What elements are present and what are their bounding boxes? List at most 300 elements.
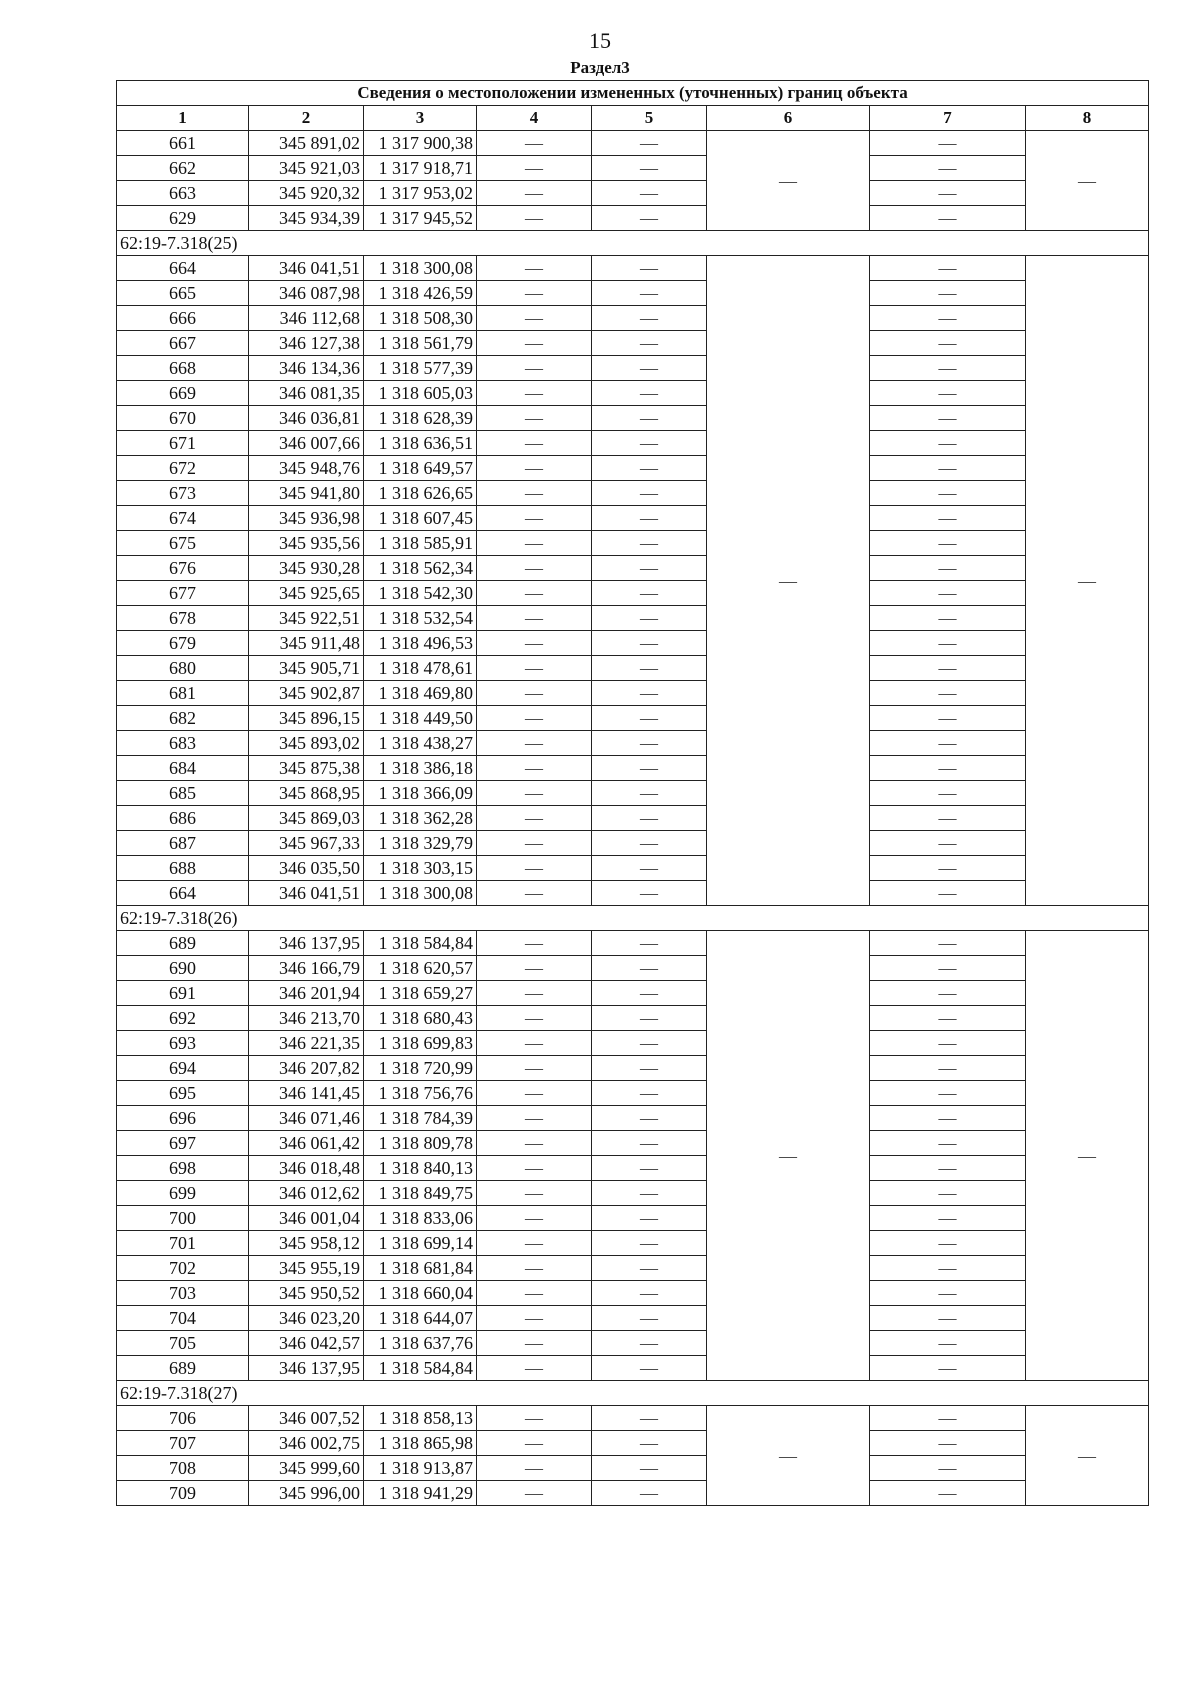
empty-dash-cell: —	[477, 1231, 592, 1256]
coord-x: 345 896,15	[249, 706, 364, 731]
coord-y: 1 317 953,02	[364, 181, 477, 206]
empty-dash-cell: —	[870, 831, 1026, 856]
empty-dash-cell: —	[592, 331, 707, 356]
empty-dash-cell: —	[592, 1431, 707, 1456]
coordinates-table	[116, 80, 1149, 1506]
table-row	[117, 1331, 1149, 1356]
empty-dash-cell: —	[592, 956, 707, 981]
coord-x: 345 948,76	[249, 456, 364, 481]
coord-y: 1 318 584,84	[364, 931, 477, 956]
empty-dash-cell: —	[592, 1306, 707, 1331]
coord-x: 346 134,36	[249, 356, 364, 381]
coord-x: 345 905,71	[249, 656, 364, 681]
coord-y: 1 318 833,06	[364, 1206, 477, 1231]
coord-y: 1 318 542,30	[364, 581, 477, 606]
coord-x: 345 893,02	[249, 731, 364, 756]
empty-dash-cell: —	[592, 731, 707, 756]
empty-dash-cell: —	[477, 756, 592, 781]
coord-x: 345 921,03	[249, 156, 364, 181]
table-row	[117, 1006, 1149, 1031]
table-row	[117, 1406, 1149, 1431]
empty-dash-cell: —	[477, 831, 592, 856]
empty-dash-cell: —	[870, 1056, 1026, 1081]
point-number: 676	[117, 556, 249, 581]
empty-dash-cell: —	[477, 131, 592, 156]
coord-x: 345 999,60	[249, 1456, 364, 1481]
empty-dash-cell: —	[477, 1406, 592, 1431]
empty-dash-cell: —	[477, 681, 592, 706]
point-number: 672	[117, 456, 249, 481]
table-row	[117, 656, 1149, 681]
point-number: 706	[117, 1406, 249, 1431]
empty-dash-cell: —	[477, 381, 592, 406]
coord-y: 1 318 809,78	[364, 1131, 477, 1156]
table-row	[117, 481, 1149, 506]
coord-y: 1 318 607,45	[364, 506, 477, 531]
point-number: 681	[117, 681, 249, 706]
coord-y: 1 318 362,28	[364, 806, 477, 831]
coord-y: 1 318 469,80	[364, 681, 477, 706]
empty-dash-cell: —	[477, 156, 592, 181]
empty-dash-cell: —	[870, 381, 1026, 406]
coord-y: 1 318 660,04	[364, 1281, 477, 1306]
merged-dash-cell: —	[707, 131, 870, 231]
table-row	[117, 781, 1149, 806]
empty-dash-cell: —	[477, 981, 592, 1006]
point-number: 703	[117, 1281, 249, 1306]
coord-x: 345 958,12	[249, 1231, 364, 1256]
coord-y: 1 317 900,38	[364, 131, 477, 156]
empty-dash-cell: —	[477, 931, 592, 956]
empty-dash-cell: —	[477, 1481, 592, 1506]
table-row	[117, 1081, 1149, 1106]
point-number: 684	[117, 756, 249, 781]
coord-x: 346 007,52	[249, 1406, 364, 1431]
coord-y: 1 318 508,30	[364, 306, 477, 331]
empty-dash-cell: —	[870, 431, 1026, 456]
empty-dash-cell: —	[477, 331, 592, 356]
coord-x: 345 911,48	[249, 631, 364, 656]
table-row	[117, 931, 1149, 956]
table-row	[117, 831, 1149, 856]
empty-dash-cell: —	[870, 1356, 1026, 1381]
empty-dash-cell: —	[477, 1006, 592, 1031]
empty-dash-cell: —	[592, 1131, 707, 1156]
cadastral-group-label: 62:19-7.318(25)	[117, 231, 1149, 256]
empty-dash-cell: —	[477, 431, 592, 456]
empty-dash-cell: —	[477, 881, 592, 906]
coord-y: 1 318 386,18	[364, 756, 477, 781]
empty-dash-cell: —	[592, 381, 707, 406]
empty-dash-cell: —	[870, 1031, 1026, 1056]
cadastral-group-label: 62:19-7.318(26)	[117, 906, 1149, 931]
empty-dash-cell: —	[870, 531, 1026, 556]
empty-dash-cell: —	[477, 856, 592, 881]
empty-dash-cell: —	[592, 1456, 707, 1481]
table-row	[117, 306, 1149, 331]
merged-dash-cell: —	[707, 256, 870, 906]
table-row	[117, 456, 1149, 481]
empty-dash-cell: —	[870, 1331, 1026, 1356]
coord-y: 1 318 478,61	[364, 656, 477, 681]
empty-dash-cell: —	[870, 181, 1026, 206]
empty-dash-cell: —	[477, 1306, 592, 1331]
empty-dash-cell: —	[870, 481, 1026, 506]
column-header: 1	[117, 106, 249, 131]
point-number: 689	[117, 1356, 249, 1381]
coord-y: 1 318 649,57	[364, 456, 477, 481]
empty-dash-cell: —	[592, 781, 707, 806]
empty-dash-cell: —	[592, 681, 707, 706]
empty-dash-cell: —	[592, 1181, 707, 1206]
table-row	[117, 1456, 1149, 1481]
empty-dash-cell: —	[870, 256, 1026, 281]
empty-dash-cell: —	[592, 156, 707, 181]
empty-dash-cell: —	[477, 806, 592, 831]
empty-dash-cell: —	[592, 531, 707, 556]
table-row	[117, 431, 1149, 456]
empty-dash-cell: —	[870, 1231, 1026, 1256]
empty-dash-cell: —	[477, 281, 592, 306]
table-row	[117, 806, 1149, 831]
empty-dash-cell: —	[592, 831, 707, 856]
table-row	[117, 981, 1149, 1006]
merged-dash-cell: —	[1026, 131, 1149, 231]
empty-dash-cell: —	[592, 856, 707, 881]
empty-dash-cell: —	[592, 431, 707, 456]
coord-y: 1 318 329,79	[364, 831, 477, 856]
coord-x: 345 936,98	[249, 506, 364, 531]
coord-y: 1 318 300,08	[364, 881, 477, 906]
coord-x: 346 035,50	[249, 856, 364, 881]
empty-dash-cell: —	[477, 1356, 592, 1381]
coord-y: 1 318 496,53	[364, 631, 477, 656]
empty-dash-cell: —	[870, 506, 1026, 531]
point-number: 675	[117, 531, 249, 556]
table-row	[117, 881, 1149, 906]
coord-y: 1 318 659,27	[364, 981, 477, 1006]
point-number: 683	[117, 731, 249, 756]
empty-dash-cell: —	[870, 156, 1026, 181]
empty-dash-cell: —	[477, 1156, 592, 1181]
coord-x: 346 007,66	[249, 431, 364, 456]
point-number: 677	[117, 581, 249, 606]
empty-dash-cell: —	[870, 131, 1026, 156]
empty-dash-cell: —	[870, 1281, 1026, 1306]
empty-dash-cell: —	[592, 1056, 707, 1081]
empty-dash-cell: —	[870, 1181, 1026, 1206]
column-header: 7	[870, 106, 1026, 131]
point-number: 685	[117, 781, 249, 806]
empty-dash-cell: —	[592, 1406, 707, 1431]
coord-y: 1 318 626,65	[364, 481, 477, 506]
table-row	[117, 331, 1149, 356]
point-number: 629	[117, 206, 249, 231]
point-number: 694	[117, 1056, 249, 1081]
coord-x: 345 891,02	[249, 131, 364, 156]
coord-y: 1 318 532,54	[364, 606, 477, 631]
empty-dash-cell: —	[477, 581, 592, 606]
point-number: 705	[117, 1331, 249, 1356]
empty-dash-cell: —	[592, 606, 707, 631]
coord-x: 346 023,20	[249, 1306, 364, 1331]
point-number: 669	[117, 381, 249, 406]
coord-y: 1 318 681,84	[364, 1256, 477, 1281]
table-row	[117, 406, 1149, 431]
section-title: Раздел3	[570, 58, 630, 77]
coord-x: 346 213,70	[249, 1006, 364, 1031]
coord-x: 345 902,87	[249, 681, 364, 706]
empty-dash-cell: —	[477, 456, 592, 481]
coord-y: 1 318 577,39	[364, 356, 477, 381]
point-number: 686	[117, 806, 249, 831]
point-number: 668	[117, 356, 249, 381]
table-row	[117, 131, 1149, 156]
empty-dash-cell: —	[870, 1456, 1026, 1481]
point-number: 673	[117, 481, 249, 506]
empty-dash-cell: —	[592, 706, 707, 731]
point-number: 680	[117, 656, 249, 681]
empty-dash-cell: —	[870, 1306, 1026, 1331]
table-row	[117, 1431, 1149, 1456]
empty-dash-cell: —	[477, 406, 592, 431]
empty-dash-cell: —	[592, 1356, 707, 1381]
empty-dash-cell: —	[870, 206, 1026, 231]
point-number: 692	[117, 1006, 249, 1031]
coord-x: 346 041,51	[249, 256, 364, 281]
empty-dash-cell: —	[592, 481, 707, 506]
merged-dash-cell: —	[1026, 256, 1149, 906]
empty-dash-cell: —	[870, 881, 1026, 906]
empty-dash-cell: —	[477, 781, 592, 806]
empty-dash-cell: —	[592, 1281, 707, 1306]
table-row	[117, 1256, 1149, 1281]
empty-dash-cell: —	[477, 1431, 592, 1456]
coord-y: 1 318 584,84	[364, 1356, 477, 1381]
empty-dash-cell: —	[592, 1256, 707, 1281]
empty-dash-cell: —	[477, 1106, 592, 1131]
table-row	[117, 731, 1149, 756]
coord-x: 345 930,28	[249, 556, 364, 581]
empty-dash-cell: —	[592, 556, 707, 581]
point-number: 689	[117, 931, 249, 956]
empty-dash-cell: —	[477, 506, 592, 531]
empty-dash-cell: —	[592, 1231, 707, 1256]
empty-dash-cell: —	[870, 1431, 1026, 1456]
empty-dash-cell: —	[592, 131, 707, 156]
empty-dash-cell: —	[477, 706, 592, 731]
table-header-row	[117, 106, 1149, 131]
empty-dash-cell: —	[477, 306, 592, 331]
empty-dash-cell: —	[870, 556, 1026, 581]
point-number: 701	[117, 1231, 249, 1256]
table-row	[117, 1031, 1149, 1056]
table-row	[117, 156, 1149, 181]
empty-dash-cell: —	[592, 456, 707, 481]
empty-dash-cell: —	[592, 1006, 707, 1031]
column-header: 8	[1026, 106, 1149, 131]
cadastral-group-label: 62:19-7.318(27)	[117, 1381, 1149, 1406]
empty-dash-cell: —	[592, 1206, 707, 1231]
empty-dash-cell: —	[870, 656, 1026, 681]
table-row	[117, 856, 1149, 881]
column-header: 2	[249, 106, 364, 131]
empty-dash-cell: —	[592, 1081, 707, 1106]
coord-x: 345 875,38	[249, 756, 364, 781]
empty-dash-cell: —	[477, 606, 592, 631]
group-label-row	[117, 1381, 1149, 1406]
empty-dash-cell: —	[870, 806, 1026, 831]
point-number: 666	[117, 306, 249, 331]
table-row	[117, 606, 1149, 631]
coord-x: 346 081,35	[249, 381, 364, 406]
table-row	[117, 681, 1149, 706]
table-row	[117, 1356, 1149, 1381]
column-header: 6	[707, 106, 870, 131]
column-header: 5	[592, 106, 707, 131]
merged-dash-cell: —	[707, 931, 870, 1381]
table-row	[117, 1231, 1149, 1256]
coord-y: 1 318 300,08	[364, 256, 477, 281]
coord-x: 346 207,82	[249, 1056, 364, 1081]
empty-dash-cell: —	[870, 306, 1026, 331]
empty-dash-cell: —	[477, 181, 592, 206]
empty-dash-cell: —	[477, 956, 592, 981]
empty-dash-cell: —	[592, 656, 707, 681]
coord-y: 1 318 913,87	[364, 1456, 477, 1481]
point-number: 670	[117, 406, 249, 431]
empty-dash-cell: —	[477, 1331, 592, 1356]
empty-dash-cell: —	[870, 631, 1026, 656]
empty-dash-cell: —	[870, 731, 1026, 756]
column-header: 3	[364, 106, 477, 131]
table-row	[117, 181, 1149, 206]
coord-y: 1 318 303,15	[364, 856, 477, 881]
empty-dash-cell: —	[592, 256, 707, 281]
empty-dash-cell: —	[870, 1156, 1026, 1181]
point-number: 702	[117, 1256, 249, 1281]
coord-y: 1 318 865,98	[364, 1431, 477, 1456]
table-row	[117, 631, 1149, 656]
point-number: 661	[117, 131, 249, 156]
merged-dash-cell: —	[707, 1406, 870, 1506]
table-row	[117, 706, 1149, 731]
group-label-row	[117, 906, 1149, 931]
point-number: 699	[117, 1181, 249, 1206]
table-row	[117, 1131, 1149, 1156]
empty-dash-cell: —	[592, 406, 707, 431]
coord-y: 1 318 585,91	[364, 531, 477, 556]
point-number: 678	[117, 606, 249, 631]
empty-dash-cell: —	[592, 1031, 707, 1056]
empty-dash-cell: —	[870, 781, 1026, 806]
empty-dash-cell: —	[477, 1181, 592, 1206]
coord-x: 346 012,62	[249, 1181, 364, 1206]
coord-y: 1 318 628,39	[364, 406, 477, 431]
coord-y: 1 318 756,76	[364, 1081, 477, 1106]
point-number: 708	[117, 1456, 249, 1481]
table-row	[117, 756, 1149, 781]
empty-dash-cell: —	[592, 1331, 707, 1356]
coord-y: 1 318 784,39	[364, 1106, 477, 1131]
coord-x: 345 996,00	[249, 1481, 364, 1506]
point-number: 691	[117, 981, 249, 1006]
coord-x: 346 166,79	[249, 956, 364, 981]
table-row	[117, 506, 1149, 531]
point-number: 671	[117, 431, 249, 456]
empty-dash-cell: —	[477, 1456, 592, 1481]
coord-y: 1 318 644,07	[364, 1306, 477, 1331]
point-number: 698	[117, 1156, 249, 1181]
coord-y: 1 317 945,52	[364, 206, 477, 231]
coord-y: 1 318 720,99	[364, 1056, 477, 1081]
table-row	[117, 1306, 1149, 1331]
point-number: 687	[117, 831, 249, 856]
table-row	[117, 1206, 1149, 1231]
coord-x: 346 042,57	[249, 1331, 364, 1356]
coord-y: 1 318 605,03	[364, 381, 477, 406]
coord-x: 346 002,75	[249, 1431, 364, 1456]
table-row	[117, 956, 1149, 981]
table-row	[117, 381, 1149, 406]
coord-x: 345 922,51	[249, 606, 364, 631]
table-row	[117, 256, 1149, 281]
point-number: 665	[117, 281, 249, 306]
empty-dash-cell: —	[870, 681, 1026, 706]
coord-x: 345 955,19	[249, 1256, 364, 1281]
merged-dash-cell: —	[1026, 931, 1149, 1381]
coord-x: 345 925,65	[249, 581, 364, 606]
empty-dash-cell: —	[477, 631, 592, 656]
point-number: 709	[117, 1481, 249, 1506]
point-number: 707	[117, 1431, 249, 1456]
point-number: 662	[117, 156, 249, 181]
coord-x: 346 221,35	[249, 1031, 364, 1056]
coord-x: 346 127,38	[249, 331, 364, 356]
empty-dash-cell: —	[592, 206, 707, 231]
coord-y: 1 318 562,34	[364, 556, 477, 581]
empty-dash-cell: —	[477, 206, 592, 231]
empty-dash-cell: —	[870, 1106, 1026, 1131]
coord-y: 1 318 620,57	[364, 956, 477, 981]
coord-y: 1 318 438,27	[364, 731, 477, 756]
coord-y: 1 318 637,76	[364, 1331, 477, 1356]
coord-x: 346 071,46	[249, 1106, 364, 1131]
coord-x: 345 950,52	[249, 1281, 364, 1306]
empty-dash-cell: —	[592, 356, 707, 381]
empty-dash-cell: —	[592, 756, 707, 781]
coord-x: 345 935,56	[249, 531, 364, 556]
coord-y: 1 318 449,50	[364, 706, 477, 731]
table-row	[117, 1181, 1149, 1206]
empty-dash-cell: —	[592, 1156, 707, 1181]
empty-dash-cell: —	[477, 1081, 592, 1106]
coord-x: 346 001,04	[249, 1206, 364, 1231]
coord-x: 346 061,42	[249, 1131, 364, 1156]
point-number: 697	[117, 1131, 249, 1156]
coord-x: 345 869,03	[249, 806, 364, 831]
table-row	[117, 281, 1149, 306]
empty-dash-cell: —	[477, 1256, 592, 1281]
point-number: 674	[117, 506, 249, 531]
empty-dash-cell: —	[477, 531, 592, 556]
coord-x: 346 018,48	[249, 1156, 364, 1181]
coord-x: 345 941,80	[249, 481, 364, 506]
point-number: 679	[117, 631, 249, 656]
empty-dash-cell: —	[592, 581, 707, 606]
point-number: 663	[117, 181, 249, 206]
point-number: 693	[117, 1031, 249, 1056]
